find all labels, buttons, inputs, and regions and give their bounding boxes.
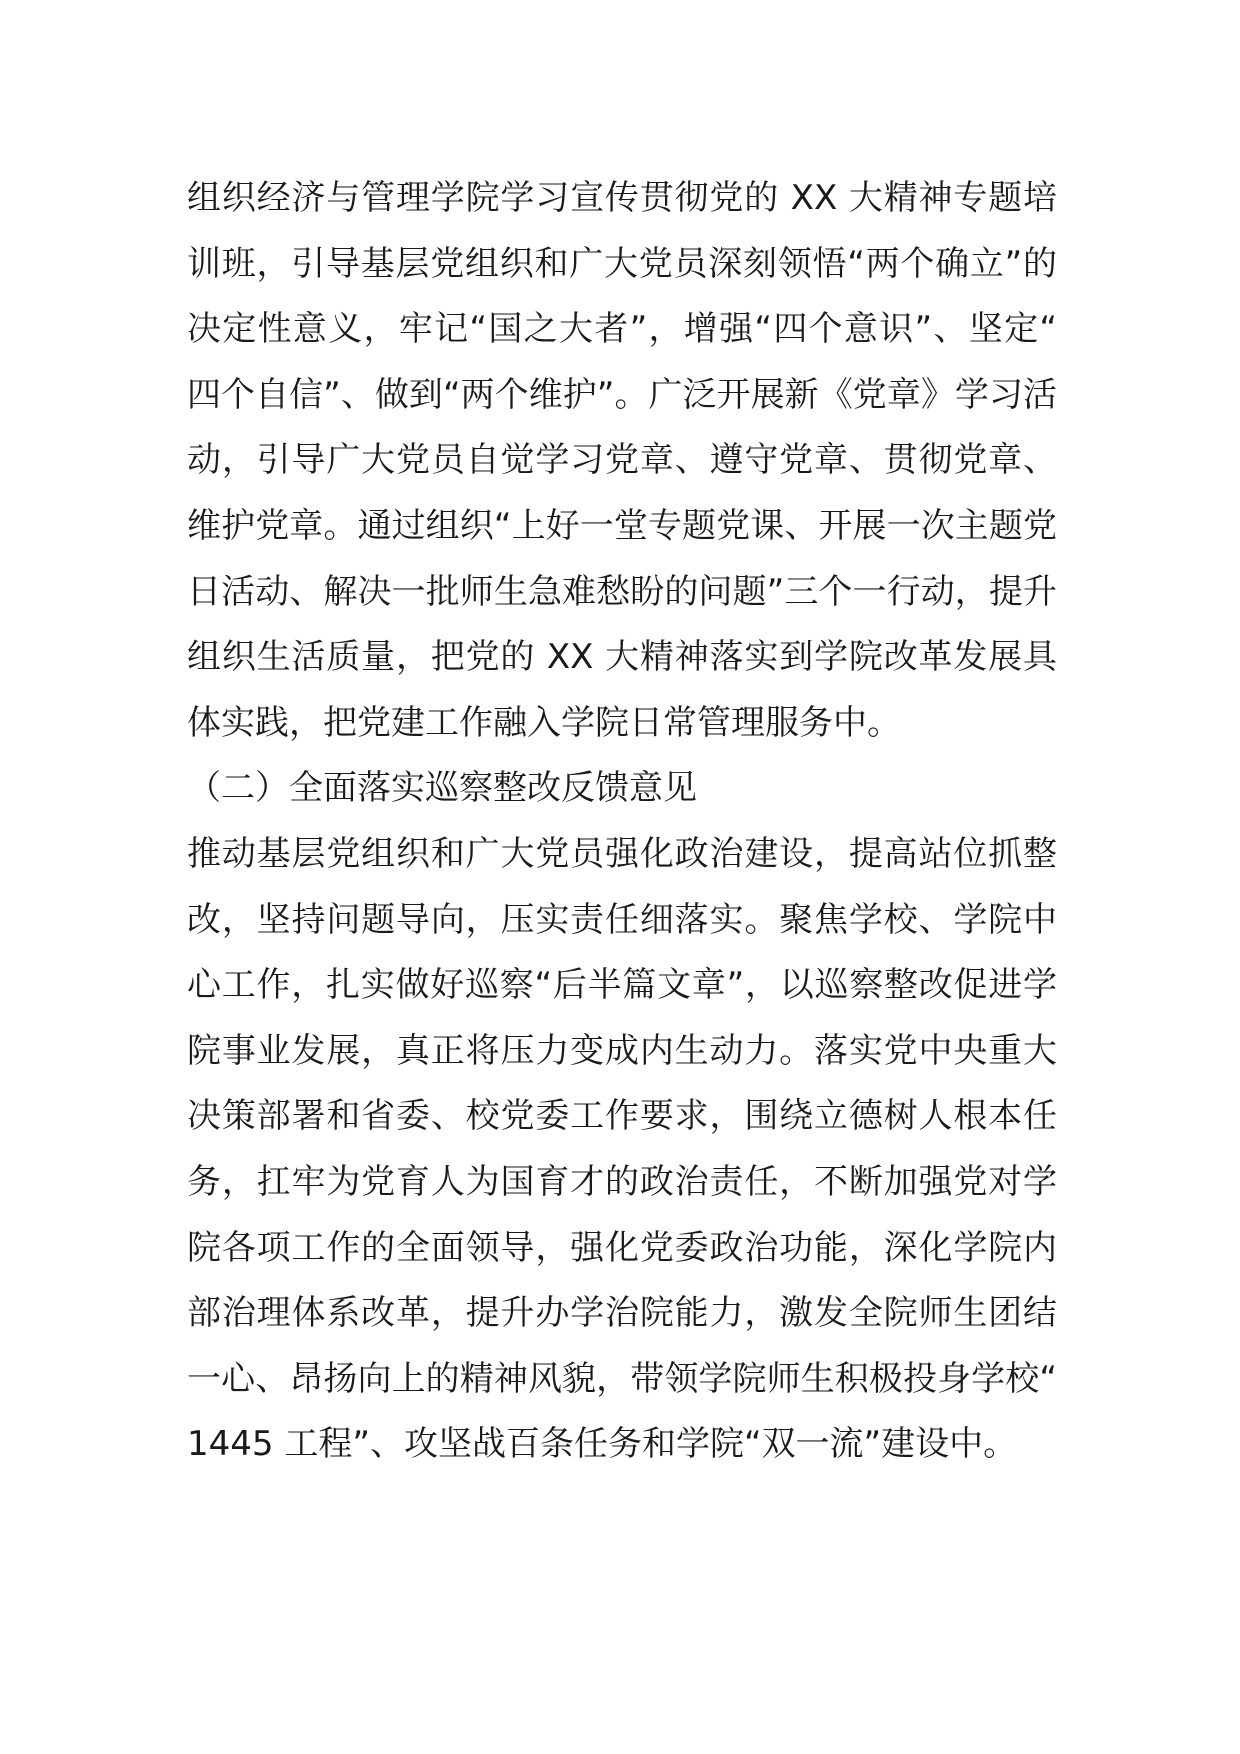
document-body (187, 166, 1057, 1478)
body-paragraph-1: 组织经济与管理学院学习宣传贯彻党的 XX 大精神专题培训班，引导基层党组织和广大党员深刻领悟“两个确立”的决定性意义，牢记“国之大者”，增强“四个意识”、坚定“四个自信”、做到“两个维护”。广泛开展新《党章》学习活动，引导广大党员自觉学习党章、遵守党章、贯彻党章、维护党章。通过组织“上好一堂专题党课、开展一次主题党日活动、解决一批师生急难愁盼的问题”三个一行动，提升组织生活质量，把党的 XX 大精神落实到学院改革发展具体实践，把党建工作融入学院日常管理服务中。 (187, 178, 1057, 743)
section-heading: （二）全面落实巡察整改反馈意见 (187, 768, 697, 809)
body-paragraph-2: 推动基层党组织和广大党员强化政治建设，提高站位抓整改，坚持问题导向，压实责任细落实。聚焦学校、学院中心工作，扎实做好巡察“后半篇文章”，以巡察整改促进学院事业发展，真正将压力变成内生动力。落实党中央重大决策部署和省委、校党委工作要求，围绕立德树人根本任务，扛牢为党育人为国育才的政治责任，不断加强党对学院各项工作的全面领导，强化党委政治功能，深化学院内部治理体系改革，提升办学治院能力，激发全院师生团结一心、昂扬向上的精神风貌，带领学院师生积极投身学校“1445 工程”、攻坚战百条任务和学院“双一流”建设中。 (187, 833, 1057, 1465)
